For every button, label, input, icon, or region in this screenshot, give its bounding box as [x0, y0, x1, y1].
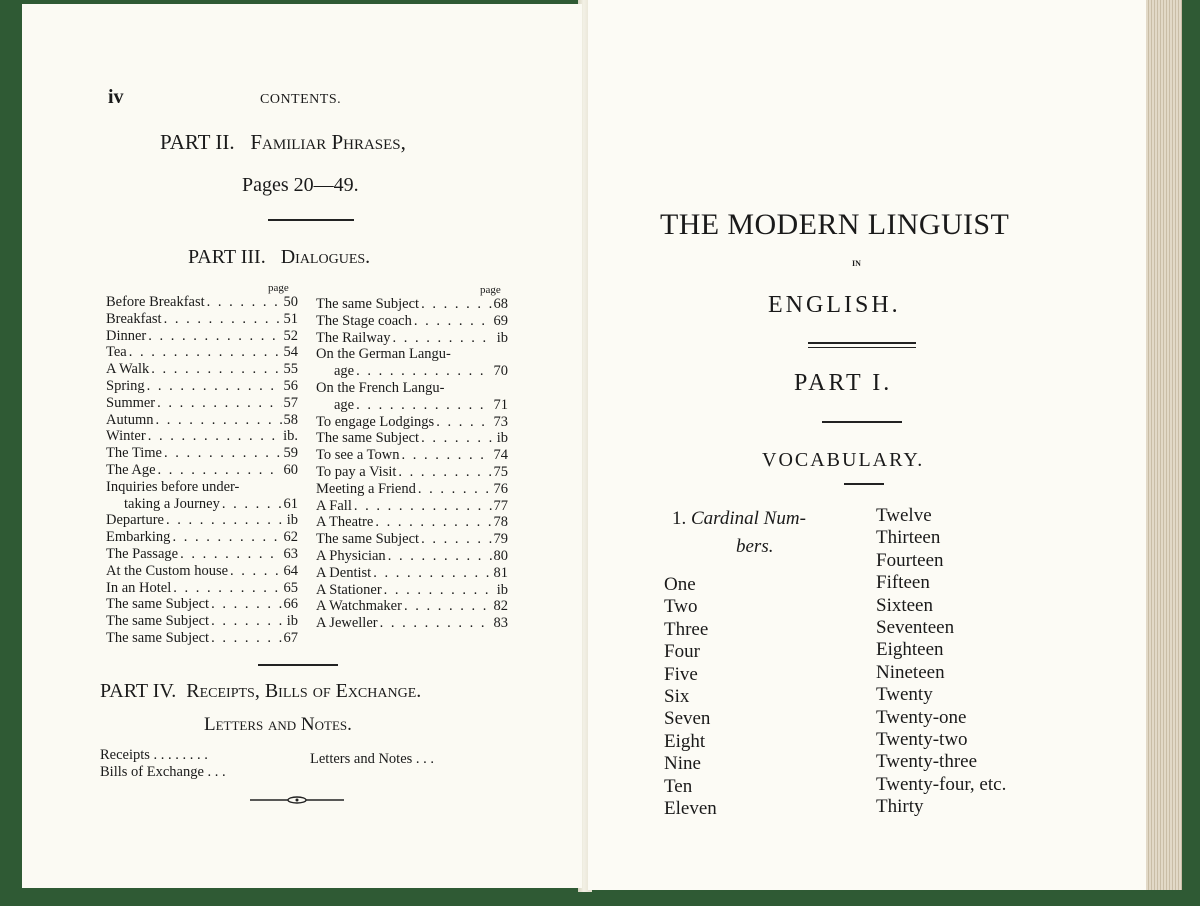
toc-entry-page: 50: [283, 294, 298, 310]
book-language: ENGLISH.: [768, 292, 901, 318]
toc-entry: [106, 344, 298, 361]
page-number: iv: [108, 86, 124, 108]
toc-entry-label: In an Hotel: [106, 579, 172, 596]
toc-leader-dots: [419, 430, 492, 447]
subsection-heading: [672, 508, 806, 530]
toc-entry-page: 76: [493, 480, 508, 497]
toc-entry-page: ib: [496, 329, 508, 346]
toc-entry: [106, 546, 298, 563]
toc-entry: [106, 479, 298, 496]
toc-entry-page: 55: [283, 361, 298, 378]
number-word: Nine: [664, 753, 701, 775]
part4-title: PART IV.: [100, 680, 177, 702]
number-word: Twenty-one: [876, 706, 967, 728]
toc-leader-dots: [416, 481, 492, 498]
toc-entry-label: A Stationer: [316, 581, 382, 598]
toc-entry-page: [492, 380, 508, 397]
toc-leader-dots: [228, 563, 282, 580]
toc-entry-page: [492, 346, 508, 363]
part-label: PART I.: [794, 370, 893, 396]
toc-leader-dots: [419, 531, 492, 548]
toc-leader-dots: [396, 464, 492, 481]
number-word: Seventeen: [876, 617, 955, 639]
subsection-title-1: Cardinal Num-: [691, 508, 806, 529]
toc-entry-page: 56: [283, 377, 298, 394]
toc-entry-label: A Theatre: [316, 514, 374, 531]
toc-entry: [106, 428, 298, 445]
toc-entry-page: 71: [493, 396, 508, 413]
toc-entry: [106, 412, 298, 429]
toc-leader-dots: [149, 361, 282, 378]
toc-entry: [106, 613, 298, 630]
toc-leader-dots: [171, 580, 282, 597]
toc-entry: [316, 464, 508, 481]
toc-leader-dots: [382, 582, 492, 599]
toc-entry-page: 66: [283, 596, 298, 613]
toc-entry: [106, 462, 298, 479]
numbers-right-list: [876, 505, 1006, 819]
toc-entry-page: [282, 479, 298, 496]
part2-pages: Pages 20—49.: [242, 174, 359, 196]
toc-leader-dots: [209, 630, 282, 647]
page-edges: [1146, 0, 1182, 890]
toc-entry: [316, 313, 508, 330]
part4-subtitle-2: Letters and Notes.: [204, 714, 352, 735]
toc-entry-label: Meeting a Friend: [316, 480, 416, 497]
part4-item-receipts: Receipts . . . . . . . .: [100, 747, 208, 763]
toc-leader-dots: [352, 498, 492, 515]
toc-leader-dots: [373, 514, 492, 531]
toc-entry-label: At the Custom house: [106, 562, 229, 579]
toc-entry: [316, 363, 508, 380]
toc-entry-page: 83: [493, 615, 508, 632]
toc-entry-page: 78: [493, 514, 508, 531]
toc-entry-label: age: [334, 363, 355, 380]
col-header-left: page: [268, 282, 289, 294]
number-word: Sixteen: [876, 594, 933, 616]
toc-entry-label: The same Subject: [106, 613, 210, 630]
toc-leader-dots: [354, 397, 492, 414]
toc-entry-label: Winter: [106, 428, 146, 445]
toc-entry-label: A Dentist: [316, 564, 372, 581]
toc-entry-page: 59: [283, 445, 298, 462]
toc-leader-dots: [354, 363, 492, 380]
toc-entry: [316, 582, 508, 599]
number-word: Twelve: [876, 505, 932, 526]
toc-entry-label: Embarking: [106, 529, 171, 546]
toc-entry: [316, 615, 508, 632]
number-word: Eight: [664, 730, 706, 752]
section-title: VOCABULARY.: [762, 449, 925, 471]
number-word: Five: [664, 663, 698, 685]
toc-entry-page: 69: [493, 312, 508, 329]
toc-entry: [316, 397, 508, 414]
toc-leader-dots: [170, 529, 282, 546]
number-word: Twenty: [876, 684, 933, 706]
number-word: Twenty-four, etc.: [876, 773, 1007, 795]
toc-entry-page: 67: [283, 629, 298, 646]
toc-entry-page: 58: [283, 411, 298, 428]
toc-entry: [106, 378, 298, 395]
toc-entry-label: The Passage: [106, 545, 179, 562]
subsection-number: 1.: [672, 508, 687, 529]
toc-entry-page: 52: [283, 327, 298, 344]
toc-leader-dots: [155, 395, 282, 412]
toc-entry-label: Dinner: [106, 327, 147, 344]
toc-entry-label: age: [334, 396, 355, 413]
toc-entry: [106, 294, 298, 311]
toc-leader-dots: [127, 344, 282, 361]
toc-leader-dots: [209, 613, 282, 630]
toc-entry-page: 82: [493, 598, 508, 615]
toc-entry-page: 57: [283, 394, 298, 411]
toc-entry-label: taking a Journey: [124, 495, 220, 512]
toc-entry-label: To engage Lodgings: [316, 413, 435, 430]
left-page: [22, 4, 582, 888]
toc-entry-page: 64: [283, 562, 298, 579]
ornament-flourish: [248, 794, 346, 806]
toc-entry: [316, 296, 508, 313]
numbers-left-list: [664, 574, 717, 820]
toc-entry-label: To pay a Visit: [316, 463, 397, 480]
toc-entry-page: 80: [493, 547, 508, 564]
col-header-right: page: [480, 284, 501, 296]
toc-entry: [106, 580, 298, 597]
toc-entry-label: A Fall: [316, 497, 352, 514]
toc-entry: [316, 498, 508, 515]
subsection-title-2: bers.: [736, 536, 774, 557]
toc-leader-dots: [205, 294, 282, 311]
toc-entry: [316, 481, 508, 498]
part4-subtitle: Receipts, Bills of Exchange.: [186, 680, 422, 702]
toc-entry-page: 81: [493, 564, 508, 581]
toc-leader-dots: [378, 615, 492, 632]
part2-heading: [160, 130, 406, 155]
right-page: [588, 0, 1146, 890]
toc-leader-dots: [444, 380, 492, 397]
toc-entry-page: 70: [493, 363, 508, 380]
title-double-rule-2: [808, 347, 916, 348]
toc-entry-label: The Age: [106, 461, 156, 478]
toc-entry: [316, 531, 508, 548]
toc-entry-label: Breakfast: [106, 310, 162, 327]
toc-entry: [106, 596, 298, 613]
toc-leader-dots: [412, 313, 492, 330]
toc-entry-label: Departure: [106, 512, 164, 529]
toc-leader-dots: [178, 546, 282, 563]
toc-entry: [316, 565, 508, 582]
number-word: Seven: [664, 708, 711, 730]
toc-leader-dots: [156, 462, 282, 479]
number-word: Three: [664, 618, 709, 640]
part3-title: PART III.: [188, 246, 266, 268]
toc-leader-dots: [419, 296, 492, 313]
toc-entry-page: 73: [493, 413, 508, 430]
toc-entry-page: ib: [286, 613, 298, 630]
toc-leader-dots: [386, 548, 492, 565]
number-word: Twenty-two: [876, 729, 968, 751]
number-word: Thirty: [876, 796, 924, 818]
toc-entry-label: The Stage coach: [316, 312, 412, 329]
part-rule: [822, 421, 902, 423]
running-head: CONTENTS.: [260, 92, 342, 107]
number-word: Four: [664, 641, 700, 663]
toc-entry: [106, 395, 298, 412]
toc-right-column: [316, 296, 508, 632]
toc-entry-page: ib: [496, 430, 508, 447]
toc-entry: [106, 630, 298, 647]
toc-entry: [316, 548, 508, 565]
number-word: Fifteen: [876, 572, 930, 594]
toc-entry: [316, 514, 508, 531]
toc-entry-page: 75: [493, 463, 508, 480]
part3-subtitle: Dialogues.: [280, 246, 371, 268]
toc-entry-label: A Physician: [316, 547, 386, 564]
divider-rule: [268, 219, 354, 221]
toc-leader-dots: [239, 479, 282, 496]
toc-leader-dots: [164, 512, 282, 529]
part3-heading: [188, 246, 370, 269]
number-word: Thirteen: [876, 527, 941, 549]
toc-leader-dots: [146, 328, 282, 345]
toc-entry-label: The Railway: [316, 329, 391, 346]
toc-entry: [316, 346, 508, 363]
toc-leader-dots: [220, 496, 282, 513]
toc-entry: [106, 328, 298, 345]
part4-heading: [100, 680, 421, 703]
toc-entry: [106, 512, 298, 529]
toc-leader-dots: [146, 428, 282, 445]
toc-entry-label: To see a Town: [316, 447, 400, 464]
toc-leader-dots: [371, 565, 492, 582]
toc-entry-label: The same Subject: [106, 629, 210, 646]
toc-entry-page: 74: [493, 447, 508, 464]
part4-item-letters: Letters and Notes . . .: [310, 751, 435, 767]
toc-entry-page: 54: [283, 344, 298, 361]
toc-entry: [106, 311, 298, 328]
toc-entry-label: A Watchmaker: [316, 598, 402, 615]
toc-entry-page: 65: [283, 579, 298, 596]
toc-entry: [316, 380, 508, 397]
toc-entry-page: 79: [493, 531, 508, 548]
toc-entry-label: Inquiries before under-: [106, 478, 240, 495]
number-word: Fourteen: [876, 549, 944, 571]
toc-entry-label: The same Subject: [316, 531, 420, 548]
book-title: THE MODERN LINGUIST: [660, 208, 1010, 241]
toc-leader-dots: [145, 378, 282, 395]
toc-entry-label: On the German Langu-: [316, 346, 451, 363]
number-word: Eighteen: [876, 639, 944, 661]
toc-leader-dots: [402, 598, 492, 615]
toc-leader-dots: [451, 346, 492, 363]
toc-leader-dots: [434, 414, 492, 431]
number-word: Twenty-three: [876, 751, 978, 773]
toc-leader-dots: [154, 412, 282, 429]
toc-entry-label: The Time: [106, 445, 162, 462]
toc-entry-label: A Jeweller: [316, 615, 378, 632]
toc-entry-label: A Walk: [106, 361, 150, 378]
toc-entry-label: The same Subject: [316, 296, 420, 312]
toc-entry-page: 61: [283, 495, 298, 512]
toc-entry-label: The same Subject: [106, 596, 210, 613]
toc-left-column: [106, 294, 298, 647]
toc-entry: [316, 414, 508, 431]
part2-title: PART II.: [160, 130, 235, 154]
toc-leader-dots: [209, 596, 282, 613]
toc-entry-label: Spring: [106, 377, 145, 394]
part4-item-bills: Bills of Exchange . . .: [100, 764, 226, 780]
toc-entry: [106, 361, 298, 378]
toc-entry-label: The same Subject: [316, 430, 420, 447]
book-in: IN: [852, 259, 861, 268]
toc-entry-page: 62: [283, 529, 298, 546]
toc-entry-page: ib: [286, 512, 298, 529]
section-rule: [844, 483, 884, 485]
toc-entry: [316, 430, 508, 447]
toc-leader-dots: [162, 311, 282, 328]
title-double-rule: [808, 342, 916, 344]
toc-entry-label: Summer: [106, 394, 156, 411]
toc-entry-page: ib.: [283, 428, 298, 445]
toc-leader-dots: [391, 330, 493, 347]
toc-entry-page: 60: [283, 461, 298, 478]
number-word: Two: [664, 596, 698, 618]
toc-entry-label: Tea: [106, 344, 127, 361]
toc-entry: [106, 496, 298, 513]
toc-entry: [106, 445, 298, 462]
number-word: One: [664, 574, 696, 595]
toc-entry: [106, 563, 298, 580]
toc-entry-label: Before Breakfast: [106, 294, 205, 310]
toc-entry: [316, 598, 508, 615]
toc-leader-dots: [399, 447, 492, 464]
toc-entry-page: 77: [493, 497, 508, 514]
toc-entry-label: Autumn: [106, 411, 154, 428]
toc-leader-dots: [162, 445, 282, 462]
toc-entry-page: 63: [283, 545, 298, 562]
toc-entry: [316, 330, 508, 347]
number-word: Nineteen: [876, 661, 945, 683]
toc-entry-label: On the French Langu-: [316, 379, 445, 396]
toc-entry: [316, 447, 508, 464]
toc-entry: [106, 529, 298, 546]
number-word: Eleven: [664, 798, 717, 820]
toc-entry-page: ib: [496, 581, 508, 598]
toc-entry-page: 68: [493, 296, 508, 312]
toc-entry-page: 51: [283, 310, 298, 327]
part2-subtitle: Familiar Phrases,: [250, 130, 406, 154]
number-word: Ten: [664, 775, 693, 797]
number-word: Six: [664, 686, 690, 708]
divider-rule-2: [258, 664, 338, 666]
